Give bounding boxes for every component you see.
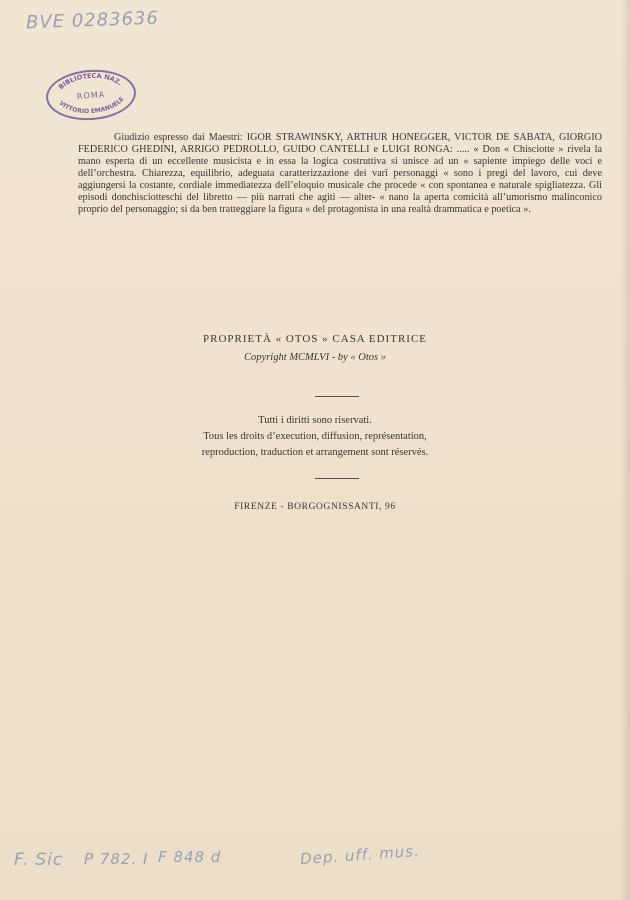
rights-line-3: reproduction, traduction et arrangement sont réservés. [201, 447, 429, 458]
svg-text:BIBLIOTECA NAZ. [56, 70, 124, 92]
copyright-line: Copyright MCMLVI - by « Otos » [244, 352, 386, 363]
divider-rule-lower [315, 478, 359, 479]
publisher-address: FIRENZE - BORGOGNISSANTI, 96 [234, 502, 396, 512]
rights-line-1: Tutti i diritti sono riservati. [258, 415, 372, 426]
library-stamp [44, 67, 137, 123]
footer-note-4: Dep. uff. mus. [299, 841, 421, 869]
shelfmark-handwritten: BVE 0283636 [25, 7, 160, 34]
stamp-line-bottom: VITTORIO EMANUELE [57, 95, 126, 116]
footer-note-3: F 848 d [158, 848, 222, 866]
publisher-property-line: PROPRIETÀ « OTOS » CASA EDITRICE [202, 333, 427, 345]
rights-notice [0, 413, 630, 461]
stamp-line-top: BIBLIOTECA NAZ. [57, 71, 124, 92]
maestri-verdict-paragraph: Giudizio espresso dai Maestri: IGOR STRAWINSKY, ARTHUR HONEGGER, VICTOR DE SABATA, GIORGIO FEDERICO GHEDINI, ARRIGO PEDROLLO, GUIDO CANTELLI e LUIGI RONGA: ..... « Don « Chisciotte » rivela la mano esperta di un eccellente musicista e in essa la logica costruttiva si unisce ad un « sapiente impiego delle voci e dell’orchestra. Chiarezza, equilibrio, adeguata caratterizzazione dei varî personaggi « sono i pregi del lavoro, cui deve aggiungersi la costante, cordiale immediatezza dell’eloquio musicale che procede « con spontanea e naturale spigliatezza. Gli episodi donchisciotteschi del libretto — più narrati che agiti — alter- « nano la aperta comicità all’umorismo malinconico proprio del personaggio; si da ben tratteggiare la figura « del protagonista in una realtà drammatica e poetica ». [78, 132, 602, 215]
divider-rule-upper [315, 396, 359, 397]
stamp-line-middle: ROMA [76, 90, 106, 101]
rights-line-2: Tous les droits d’execution, diffusion, représentation, [203, 431, 427, 442]
footer-note-2: P 782. I [84, 850, 149, 868]
footer-note-1: F. Sic [14, 850, 64, 870]
